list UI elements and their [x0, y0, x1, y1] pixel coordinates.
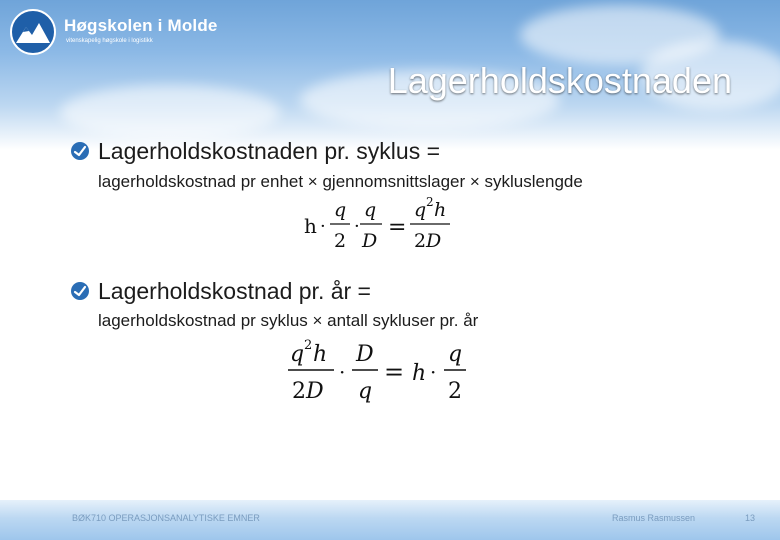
bullet-heading: Lagerholdskostnad pr. år =: [98, 278, 371, 304]
footer-band: [0, 500, 780, 540]
svg-text:·: ·: [354, 216, 360, 237]
footer-course: BØK710 OPERASJONSANALYTISKE EMNER: [72, 513, 260, 523]
svg-text:D: D: [356, 342, 374, 367]
svg-text:q: q: [364, 199, 377, 221]
svg-text:D: D: [362, 230, 378, 252]
svg-text:=: =: [384, 358, 405, 386]
svg-text:2: 2: [334, 230, 347, 252]
svg-text:·: ·: [339, 360, 346, 384]
logo-tagline: vitenskapelig høgskole i logistikk: [66, 38, 153, 44]
formula-cost-per-cycle: [298, 194, 458, 258]
bullet-check-icon: [70, 141, 90, 161]
svg-text:·: ·: [320, 216, 326, 237]
svg-text:q: q: [290, 342, 305, 367]
formula-cost-per-year: [284, 334, 474, 412]
svg-text:D: D: [426, 230, 442, 252]
svg-text:q: q: [358, 379, 373, 404]
bullet-heading: Lagerholdskostnaden pr. syklus =: [98, 138, 441, 164]
svg-text:q: q: [334, 199, 347, 221]
svg-text:2: 2: [292, 379, 306, 404]
svg-text:D: D: [306, 379, 324, 404]
bullet-check-icon: [70, 281, 90, 301]
svg-text:=: =: [388, 215, 407, 240]
svg-text:h: h: [434, 199, 447, 221]
svg-text:2: 2: [426, 195, 434, 209]
svg-text:2: 2: [304, 338, 313, 353]
svg-text:h: h: [304, 214, 317, 238]
logo-name: Høgskolen i Molde: [64, 16, 218, 35]
svg-text:q: q: [414, 199, 427, 221]
svg-text:q: q: [448, 342, 463, 367]
slide-title: Lagerholdskostnaden: [387, 60, 732, 101]
svg-text:·: ·: [430, 360, 437, 384]
footer-author: Rasmus Rasmussen: [612, 513, 696, 523]
svg-text:h: h: [412, 361, 427, 386]
school-logo-icon: [10, 9, 56, 55]
svg-text:h: h: [313, 342, 328, 367]
bullet-definition: lagerholdskostnad pr syklus × antall sykluser pr. år: [98, 311, 479, 330]
svg-text:2: 2: [414, 230, 427, 252]
footer-page-number: 13: [745, 513, 756, 523]
svg-text:2: 2: [448, 379, 462, 404]
bullet-definition: lagerholdskostnad pr enhet × gjennomsnittslager × sykluslengde: [98, 172, 583, 191]
